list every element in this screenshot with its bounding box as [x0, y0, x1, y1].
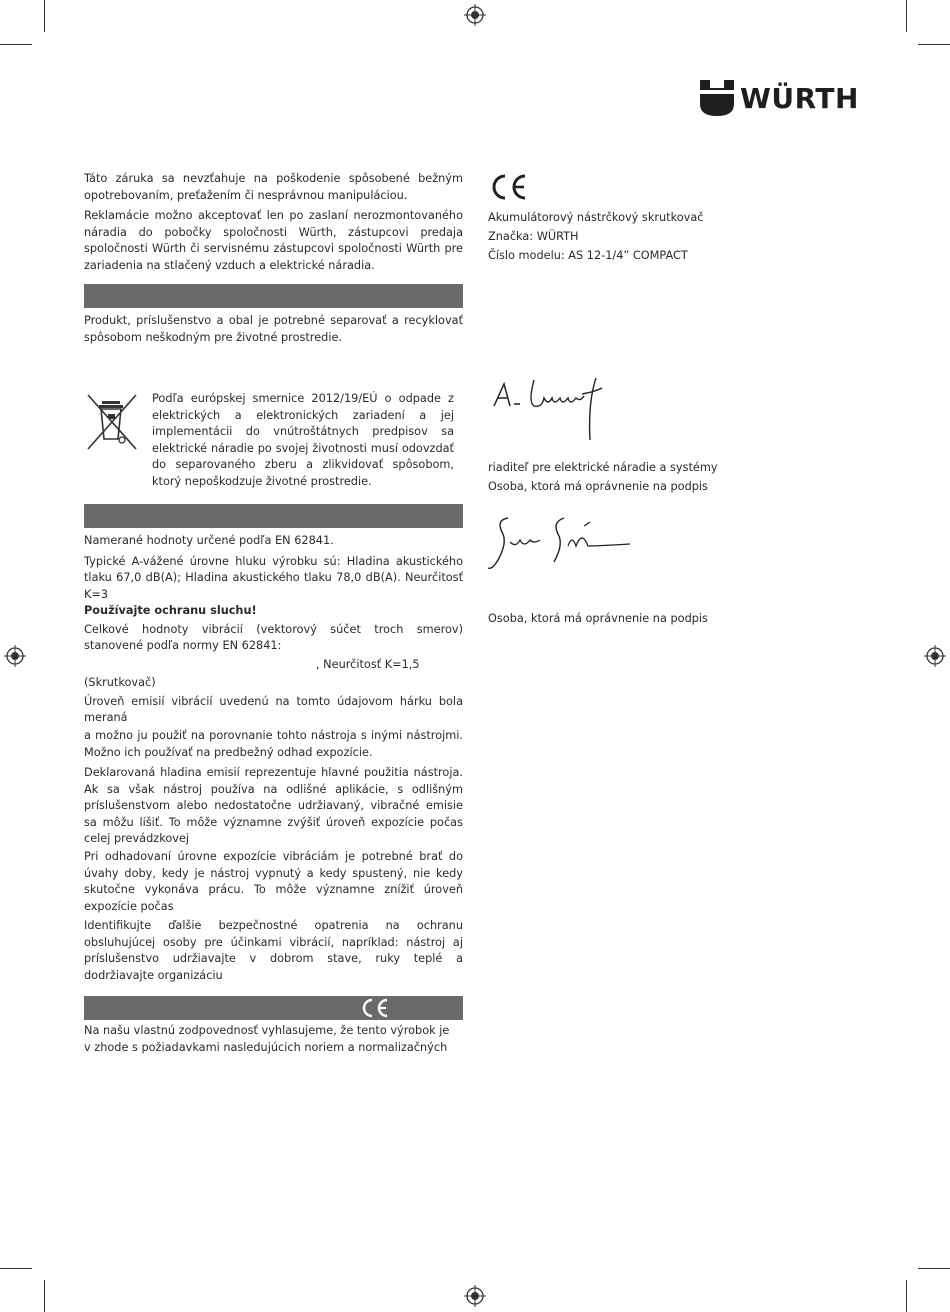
registration-mark-icon [924, 645, 946, 667]
section-header-bar [84, 996, 463, 1020]
brand-line: Značka: WÜRTH [488, 230, 579, 243]
crop-mark [44, 0, 45, 32]
recycling-paragraph: Produkt, príslušenstvo a obal je potrebné separovať a recyklovať spôsobom neškodným pre životné prostredie. [84, 314, 463, 344]
registration-mark-icon [464, 4, 486, 26]
declaration-line: Na našu vlastnú zodpovednosť vyhlasujeme, že tento výrobok je [84, 1024, 450, 1037]
weee-text [152, 391, 454, 490]
crop-mark [0, 1268, 32, 1269]
crop-mark [906, 1280, 907, 1312]
registration-mark-icon [4, 645, 26, 667]
crossed-bin-icon [86, 393, 138, 451]
crop-mark [918, 1268, 950, 1269]
warranty-section [84, 171, 463, 274]
signature-2 [486, 512, 632, 576]
crop-mark [918, 44, 950, 45]
vibration-section [84, 603, 463, 727]
brand-logo [700, 80, 859, 116]
vibration-notes [84, 849, 463, 915]
vibration-paragraph: Deklarovaná hladina emisií reprezentuje hlavné použitia nástroja. Ak sa však nástroj používa na odlišné aplikácie, s odlišným príslušenstvom alebo nedostatočne udržiavaný, vibračné emisie sa môžu líšiť. To môže významne zvýšiť úroveň expozície počas celej prevádzkovej [84, 766, 463, 845]
vibration-paragraph: Celkové hodnoty vibrácií (vektorový súčet troch smerov) stanovené podľa normy EN 62841: [84, 622, 463, 652]
weee-paragraph: Podľa európskej smernice 2012/19/EÚ o odpade z elektrických a elektronických zariadení a jej implementácii do vnútroštátnych predpisov sa elektrické náradie po svojej životnosti musí odovzdať do separovaného zberu a zlikvidovať spôsobom, ktorý nepoškodzuje životné prostredie. [152, 392, 454, 488]
noise-paragraph: Typické A-vážené úrovne hluku výrobku sú: Hladina akustického tlaku 67,0 dB(A); Hladina akustického tlaku 78,0 dB(A). Neurčitosť K=3 [84, 554, 463, 601]
signer-1-info [488, 458, 718, 496]
signer-authorization: Osoba, ktorá má oprávnenie na podpis [488, 612, 708, 625]
vibration-uncertainty: , Neurčitosť K=1,5 [316, 657, 420, 671]
section-header-bar [84, 284, 463, 308]
signer-2-info [488, 609, 708, 628]
signer-authorization: Osoba, ktorá má oprávnenie na podpis [488, 480, 708, 493]
declaration-section [84, 1023, 463, 1056]
product-info [488, 208, 703, 265]
product-description: Akumulátorový nástrčkový skrutkovač [488, 211, 704, 224]
wurth-emblem-icon [700, 80, 734, 116]
vibration-label: (Skrutkovač) [84, 676, 156, 689]
ce-mark-icon [359, 998, 389, 1018]
section-header-bar [84, 504, 463, 528]
vibration-paragraph: Úroveň emisií vibrácií uvedenú na tomto údajovom hárku bola meraná [84, 694, 463, 724]
hearing-protection-heading: Používajte ochranu sluchu! [84, 604, 257, 617]
signature-1 [490, 372, 620, 444]
vibration-paragraph: a možno ju použiť na porovnanie tohto nástroja s inými nástrojmi. Možno ich používať na predbežný odhad expozície. [84, 729, 463, 759]
ce-mark-icon [488, 173, 528, 201]
crop-mark [906, 0, 907, 32]
noise-section [84, 533, 463, 603]
brand-name: WÜRTH [740, 81, 859, 115]
registration-mark-icon [464, 1285, 486, 1307]
vibration-paragraph: Pri odhadovaní úrovne expozície vibráciám je potrebné brať do úvahy doby, kedy je nástroj vypnutý a kedy spustený, nie kedy skutočne vykonáva prácu. To môže významne znížiť úroveň expozície počas [84, 850, 463, 913]
warranty-paragraph: Táto záruka sa nevzťahuje na poškodenie spôsobené bežným opotrebovaním, preťažením či nesprávnou manipuláciou. [84, 172, 463, 202]
signer-role: riaditeľ pre elektrické náradie a systémy [488, 461, 718, 474]
crop-mark [0, 44, 32, 45]
warranty-paragraph: Reklamácie možno akceptovať len po zaslaní nerozmontovaného náradia do pobočky spoločnosti Würth, zástupcovi predaja spoločnosti Würth či servisnému zástupcovi spoločnosti Würth pre zariadenia na stlačený vzduch a elektrické náradia. [84, 209, 463, 272]
noise-paragraph: Namerané hodnoty určené podľa EN 62841. [84, 534, 334, 547]
vibration-notes [84, 918, 463, 984]
declaration-line: v zhode s požiadavkami nasledujúcich noriem a normalizačných [84, 1040, 448, 1054]
vibration-notes [84, 728, 463, 848]
vibration-paragraph: Identifikujte ďalšie bezpečnostné opatrenia na ochranu obsluhujúcej osoby pre účinkami vibrácií, napríklad: nástroj aj príslušenstvo udržiavajte v dobrom stave, ruky teplé a dodržiavajte organizáciu [84, 919, 463, 982]
model-line: Číslo modelu: AS 12-1/4” COMPACT [488, 249, 688, 262]
crop-mark [44, 1280, 45, 1312]
recycling-section [84, 313, 463, 346]
